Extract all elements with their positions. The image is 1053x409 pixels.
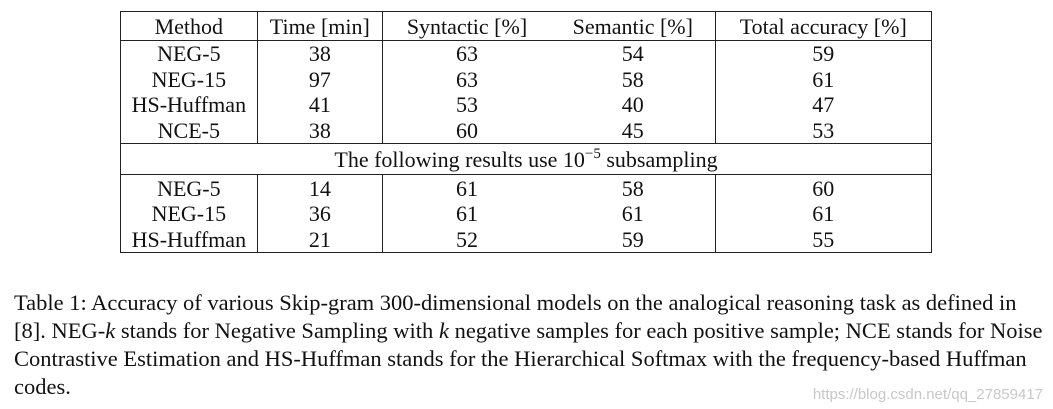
- cell-method: HS-Huffman: [121, 92, 258, 118]
- cell-total: 61: [715, 201, 931, 227]
- cell-syntactic: 63: [382, 41, 551, 67]
- cell-total: 60: [715, 175, 931, 201]
- cell-method: NCE-5: [121, 118, 258, 144]
- caption-text-3: negative samples for each positive sample; NCE stands for Noise Contrastive Estimation and HS-Huffman stands for the Hierarchical Softmax with the frequency-based Huffman codes.: [14, 318, 1043, 399]
- caption-text-1: Table 1: Accuracy of various Skip-gram 300-dimensional models on the analogical reasoning task as defined in [8]. NEG-: [14, 290, 1017, 343]
- caption-k-1: k: [105, 318, 116, 343]
- cell-semantic: 40: [551, 92, 715, 118]
- table-row: [121, 175, 932, 201]
- table-row: [121, 41, 932, 67]
- cell-total: 59: [715, 41, 931, 67]
- cell-total: 55: [715, 227, 931, 253]
- table-row: [121, 92, 932, 118]
- cell-semantic: 58: [551, 67, 715, 93]
- section-divider-row: [121, 144, 932, 175]
- section-label: [121, 144, 932, 175]
- cell-syntactic: 61: [382, 175, 551, 201]
- cell-semantic: 45: [551, 118, 715, 144]
- cell-syntactic: 61: [382, 201, 551, 227]
- cell-method: NEG-15: [121, 67, 258, 93]
- cell-method: NEG-5: [121, 41, 258, 67]
- header-total: Total accuracy [%]: [715, 12, 931, 41]
- results-table: [120, 11, 932, 253]
- cell-syntactic: 52: [382, 227, 551, 253]
- table-row: [121, 118, 932, 144]
- cell-syntactic: 63: [382, 67, 551, 93]
- section-label-text: The following results use 10: [334, 146, 585, 172]
- caption-k-2: k: [438, 318, 449, 343]
- header-syntactic: Syntactic [%]: [382, 12, 551, 41]
- table-caption: [14, 289, 1044, 401]
- results-table-body: [121, 12, 932, 253]
- cell-time: 14: [257, 175, 382, 201]
- cell-method: NEG-5: [121, 175, 258, 201]
- header-time: Time [min]: [257, 12, 382, 41]
- cell-time: 36: [257, 201, 382, 227]
- caption-text-2: stands for Negative Sampling with: [115, 318, 439, 343]
- cell-time: 97: [257, 67, 382, 93]
- cell-total: 61: [715, 67, 931, 93]
- header-semantic: Semantic [%]: [551, 12, 715, 41]
- section-label-exponent: −5: [584, 145, 601, 162]
- cell-total: 53: [715, 118, 931, 144]
- header-method: Method: [121, 12, 258, 41]
- table-row: [121, 67, 932, 93]
- section-label-suffix: subsampling: [600, 146, 718, 172]
- cell-semantic: 54: [551, 41, 715, 67]
- watermark: https://blog.csdn.net/qq_27859417: [812, 386, 1043, 403]
- cell-total: 47: [715, 92, 931, 118]
- cell-time: 21: [257, 227, 382, 253]
- cell-semantic: 61: [551, 201, 715, 227]
- cell-time: 38: [257, 118, 382, 144]
- table-header-row: [121, 12, 932, 41]
- cell-semantic: 59: [551, 227, 715, 253]
- table-row: [121, 201, 932, 227]
- cell-time: 41: [257, 92, 382, 118]
- table-row: [121, 227, 932, 253]
- cell-method: NEG-15: [121, 201, 258, 227]
- cell-semantic: 58: [551, 175, 715, 201]
- cell-method: HS-Huffman: [121, 227, 258, 253]
- cell-syntactic: 53: [382, 92, 551, 118]
- cell-time: 38: [257, 41, 382, 67]
- cell-syntactic: 60: [382, 118, 551, 144]
